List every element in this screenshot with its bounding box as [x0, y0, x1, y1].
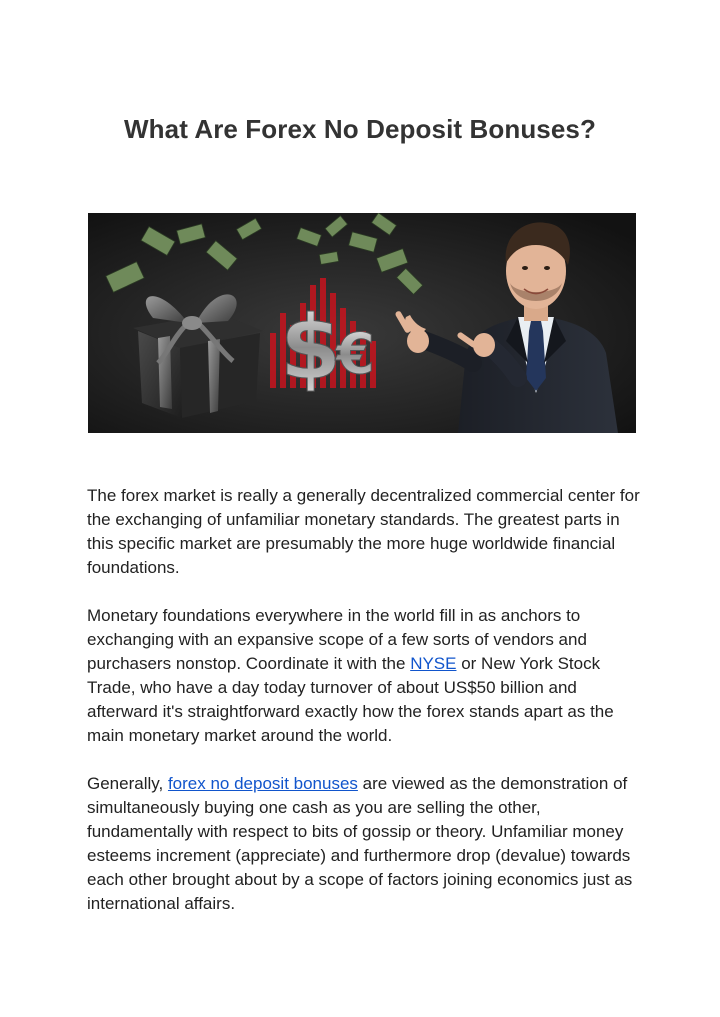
paragraph-3-text-before: Generally,: [87, 774, 168, 793]
paragraph-1-text: The forex market is really a generally decentralized commercial center for the exchanging of unfamiliar monetary standards. The greatest parts in this specific market are presumably the more huge worldwide financial foundations.: [87, 486, 640, 577]
hero-image: [88, 213, 636, 433]
page-title: What Are Forex No Deposit Bonuses?: [124, 114, 596, 144]
forex-no-deposit-bonuses-link[interactable]: forex no deposit bonuses: [167, 774, 358, 793]
paragraph-2-text-after: or New York Stock Trade, who have a day today turnover of about US$50 billion and afterward it's straightforward exactly how the forex stands apart as the main monetary market around the world.: [87, 654, 614, 745]
euro-symbol-icon: €: [336, 322, 375, 387]
forex-bonus-illustration-icon: [88, 213, 636, 433]
paragraph-3-text-after: are viewed as the demonstration of simultaneously buying one cash as you are selling the other, fundamentally with respect to bits of gossip or theory. Unfamiliar money esteems increment (appreciate) and furthermore drop (devalue) towards each other brought about by a scope of factors joining economics just as international affairs.: [87, 774, 633, 913]
paragraph-1: [87, 484, 647, 580]
nyse-link[interactable]: NYSE: [410, 654, 457, 673]
dollar-symbol-icon: $: [280, 296, 342, 399]
document-body: [87, 484, 647, 940]
paragraph-2: [87, 604, 647, 748]
paragraph-3: [87, 772, 647, 916]
paragraph-2-text-before: Monetary foundations everywhere in the world fill in as anchors to exchanging with an expansive scope of a few sorts of vendors and purchasers nonstop. Coordinate it with the: [87, 606, 587, 673]
